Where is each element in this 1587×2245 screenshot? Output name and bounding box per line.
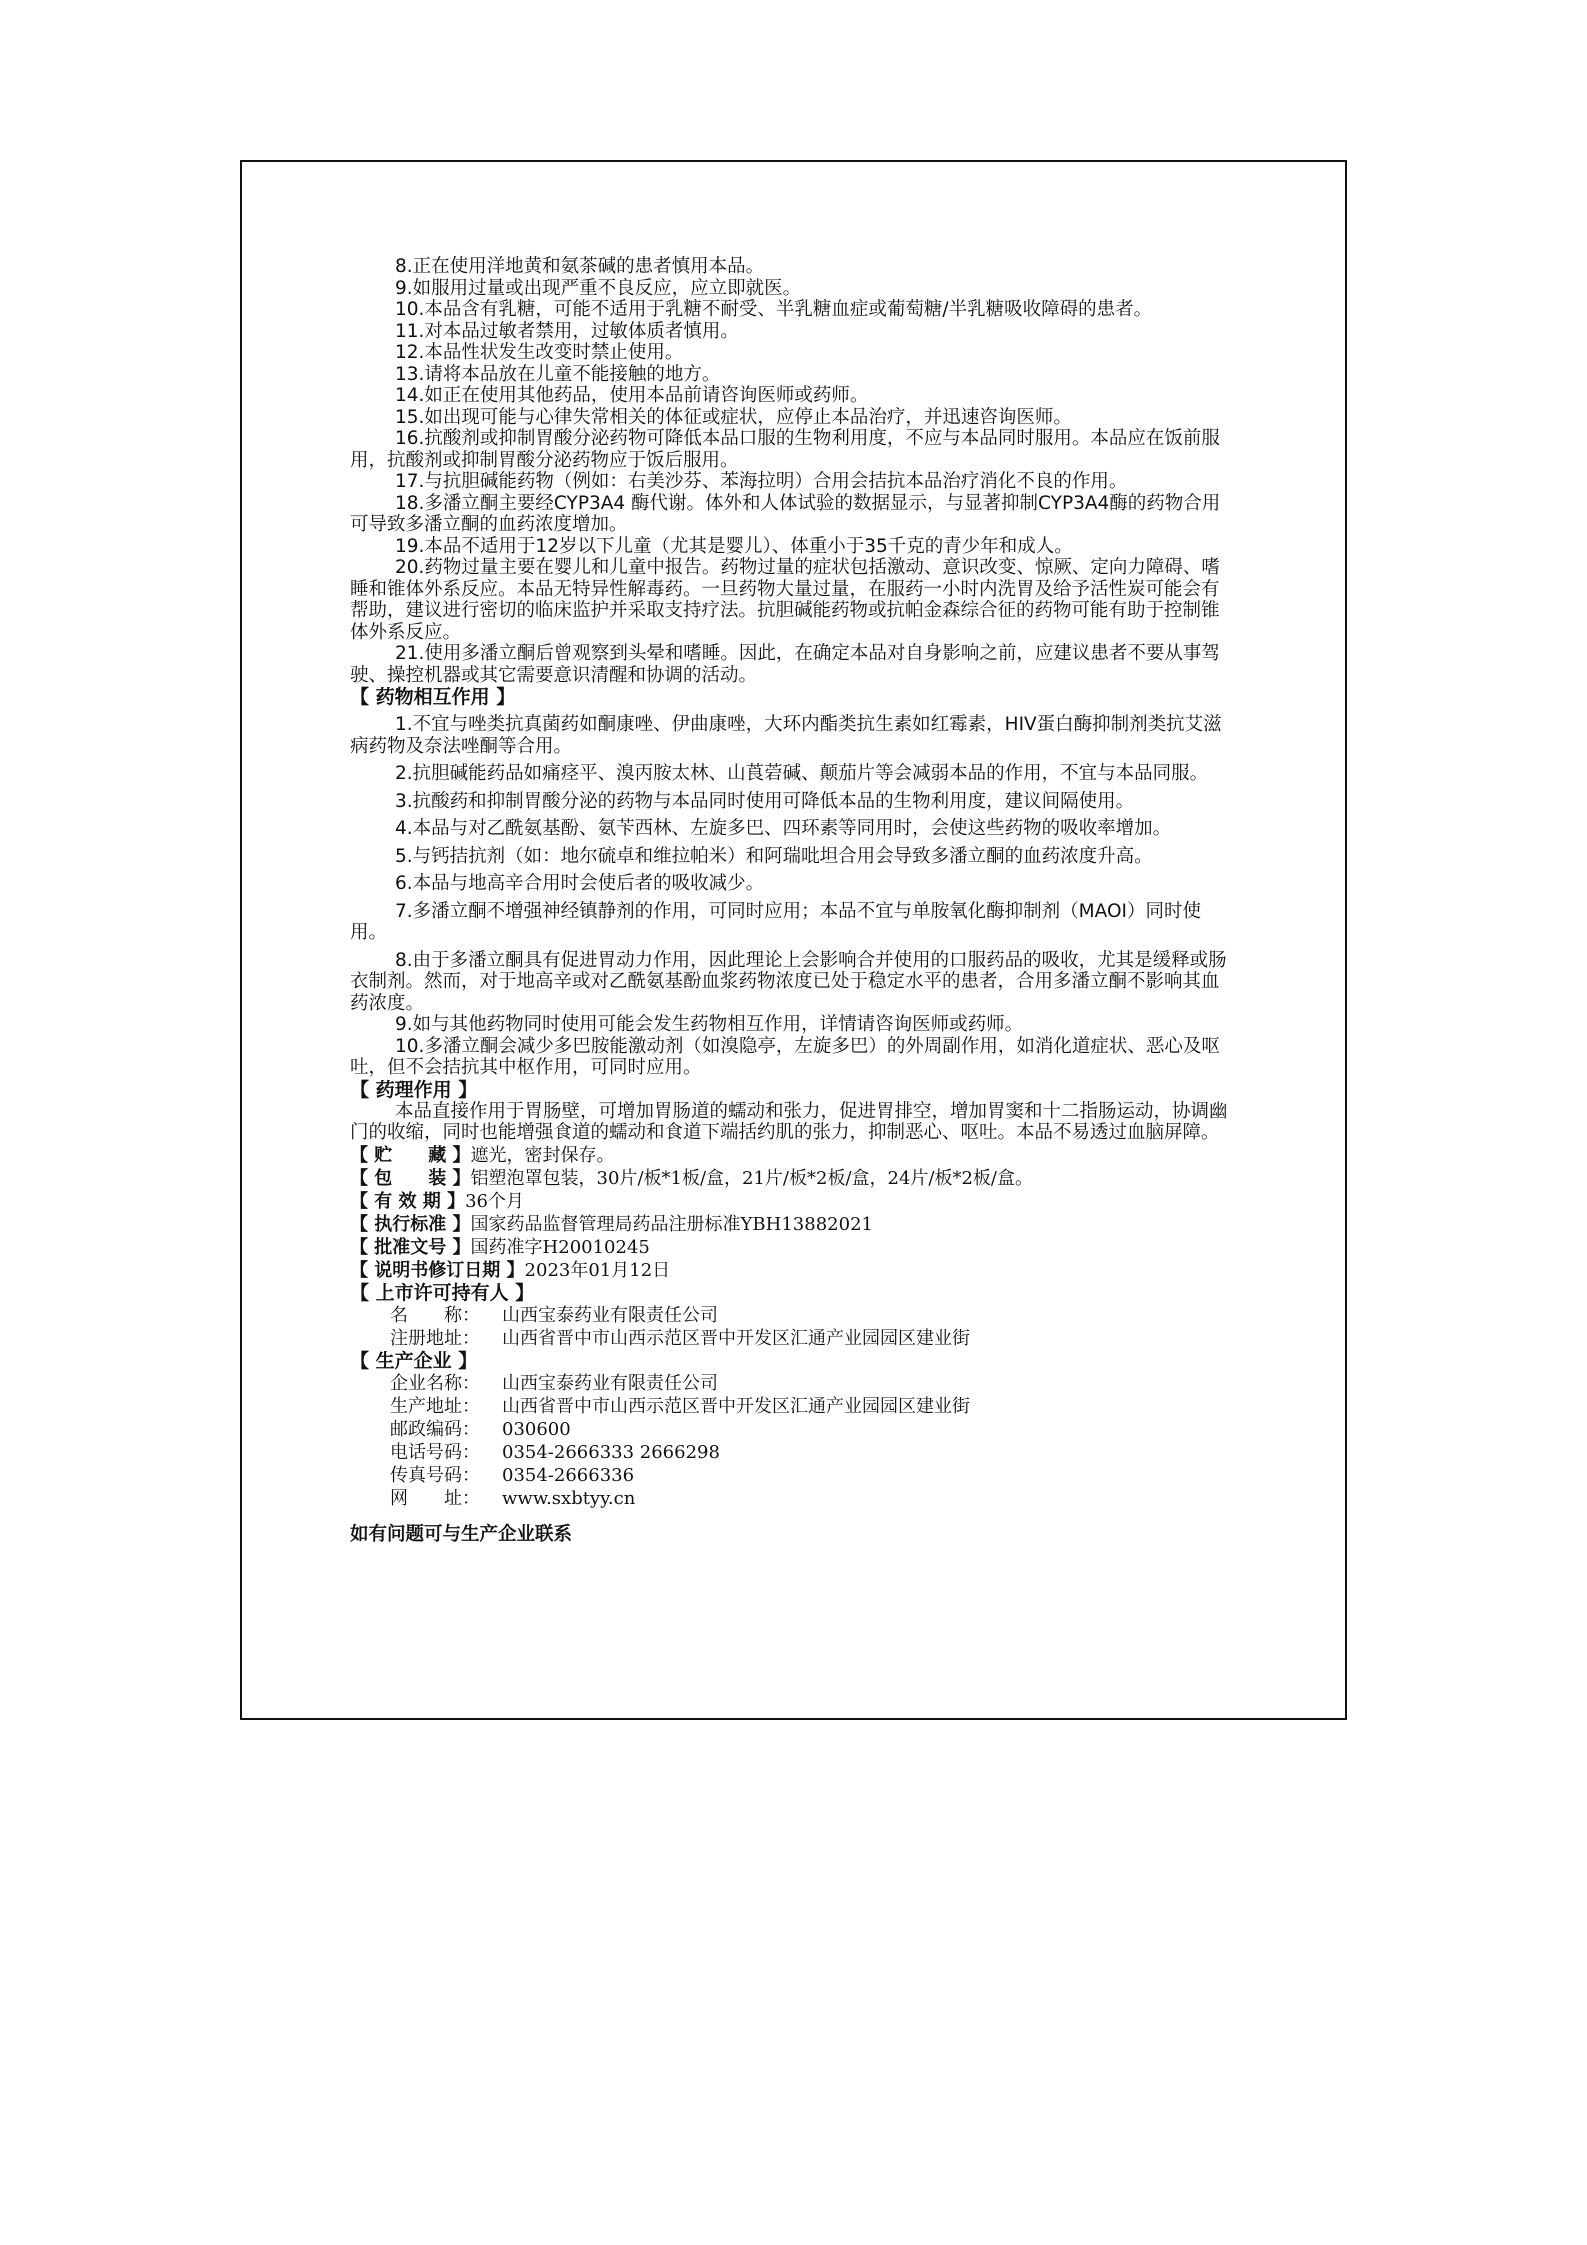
info-label: 名 称：: [390, 1304, 480, 1326]
precaution-item: 15.如出现可能与心律失常相关的体征或症状，应停止本品治疗，并迅速咨询医师。: [395, 406, 1072, 428]
info-value: 山西宝泰药业有限责任公司: [502, 1372, 718, 1394]
info-label: 【 执行标准 】: [350, 1213, 471, 1235]
interactions-section: [350, 686, 1230, 1079]
info-label: 【 有 效 期 】: [350, 1190, 466, 1212]
precaution-item: 16.抗酸剂或抑制胃酸分泌药物可降低本品口服的生物利用度，不应与本品同时服用。本品应在饭前服用，抗酸剂或抑制胃酸分泌药物应于饭后服用。: [350, 428, 1220, 471]
expiry-row: [350, 1190, 1230, 1213]
precaution-item: 10.本品含有乳糖，可能不适用于乳糖不耐受、半乳糖血症或葡萄糖/半乳糖吸收障碍的患者。: [395, 299, 1153, 320]
contact-note: 如有问题可与生产企业联系: [350, 1523, 573, 1545]
interaction-item: 1.不宜与唑类抗真菌药如酮康唑、伊曲康唑，大环内酯类抗生素如红霉素，HIV蛋白酶抑制剂类抗艾滋病药物及奈法唑酮等合用。: [350, 714, 1222, 757]
info-label: 【 批准文号 】: [350, 1236, 471, 1258]
revision-date-row: [350, 1259, 1230, 1282]
info-value: 铝塑泡罩包装，30片/板*1板/盒，21片/板*2板/盒，24片/板*2板/盒。: [470, 1167, 1034, 1189]
section-heading: 【 生产企业 】: [350, 1349, 478, 1372]
precaution-item: 13.请将本品放在儿童不能接触的地方。: [395, 363, 721, 385]
pharmacology-section: [350, 1079, 1230, 1144]
fax-row: [350, 1464, 1230, 1487]
interaction-item: 10.多潘立酮会减少多巴胺能激动剂（如溴隐亭，左旋多巴）的外周副作用，如消化道症状、恶心及呕吐，但不会拮抗其中枢作用，可同时应用。: [350, 1035, 1220, 1078]
precaution-item: 17.与抗胆碱能药物（例如：右美沙芬、苯海拉明）合用会拮抗本品治疗消化不良的作用。: [395, 471, 1128, 492]
production-address-row: [350, 1395, 1230, 1418]
interaction-item: 8.由于多潘立酮具有促进胃动力作用，因此理论上会影响合并使用的口服药品的吸收，尤其是缓释或肠衣制剂。然而，对于地高辛或对乙酰氨基酚血浆药物浓度已处于稳定水平的患者，合用多潘立酮不影响其血药浓度。: [350, 949, 1227, 1014]
precaution-item: 8.正在使用洋地黄和氨茶碱的患者慎用本品。: [395, 256, 765, 277]
info-value: 2023年01月12日: [524, 1259, 671, 1281]
info-label: 邮政编码：: [390, 1418, 480, 1440]
info-value: 030600: [502, 1418, 571, 1440]
pharmacology-text: 本品直接作用于胃肠壁，可增加胃肠道的蠕动和张力，促进胃排空，增加胃窦和十二指肠运动，协调幽门的收缩，同时也能增强食道的蠕动和食道下端括约肌的张力，抑制恶心、呕吐。本品不易透过血脑屏障。: [350, 1100, 1228, 1143]
info-label: 生产地址：: [390, 1395, 480, 1417]
info-label: 企业名称：: [390, 1372, 480, 1394]
website-link[interactable]: www.sxbtyy.cn: [502, 1487, 636, 1509]
mah-name-row: [350, 1304, 1230, 1327]
info-value: 0354-2666336: [502, 1464, 635, 1486]
info-label: 传真号码：: [390, 1464, 480, 1486]
precaution-item: 12.本品性状发生改变时禁止使用。: [395, 342, 684, 363]
product-info: [350, 1144, 1230, 1282]
website-row: [350, 1487, 1230, 1510]
interaction-item: 9.如与其他药物同时使用可能会发生药物相互作用，详情请咨询医师或药师。: [395, 1014, 1024, 1035]
interaction-item: 6.本品与地高辛合用时会使后者的吸收减少。: [395, 873, 765, 894]
company-name-row: [350, 1372, 1230, 1395]
section-heading: 【 上市许可持有人 】: [350, 1281, 535, 1304]
info-label: 电话号码：: [390, 1441, 480, 1463]
info-value: 山西省晋中市山西示范区晋中开发区汇通产业园园区建业街: [502, 1395, 970, 1417]
precaution-item: 18.多潘立酮主要经CYP3A4 酶代谢。体外和人体试验的数据显示，与显著抑制CYP3A4酶的药物合用可导致多潘立酮的血药浓度增加。: [350, 492, 1221, 535]
precaution-item: 19.本品不适用于12岁以下儿童（尤其是婴儿）、体重小于35千克的青少年和成人。: [395, 535, 1073, 557]
section-heading: 【 药理作用 】: [350, 1078, 478, 1101]
info-label: 【 说明书修订日期 】: [350, 1259, 525, 1281]
interaction-item: 4.本品与对乙酰氨基酚、氨苄西林、左旋多巴、四环素等同用时，会使这些药物的吸收率增加。: [395, 818, 1172, 839]
section-heading: 【 药物相互作用 】: [350, 686, 516, 708]
postal-code-row: [350, 1418, 1230, 1441]
standard-row: [350, 1213, 1230, 1236]
interaction-item: 7.多潘立酮不增强神经镇静剂的作用，可同时应用；本品不宜与单胺氧化酶抑制剂（MAOI）同时使用。: [350, 900, 1201, 943]
interaction-item: 3.抗酸药和抑制胃酸分泌的药物与本品同时使用可降低本品的生物利用度，建议间隔使用。: [395, 790, 1135, 812]
info-value: 国药准字H20010245: [470, 1236, 650, 1258]
approval-number-row: [350, 1236, 1230, 1259]
precaution-item: 11.对本品过敏者禁用，过敏体质者慎用。: [395, 320, 739, 342]
info-value: 国家药品监督管理局药品注册标准YBH13882021: [470, 1213, 873, 1235]
info-value: 36个月: [465, 1190, 524, 1212]
manufacturer-section: [350, 1350, 1230, 1510]
info-value: 山西省晋中市山西示范区晋中开发区汇通产业园园区建业街: [502, 1327, 970, 1349]
precaution-item: 14.如正在使用其他药品，使用本品前请咨询医师或药师。: [395, 385, 869, 406]
info-label: 【 包 装 】: [350, 1167, 471, 1189]
precaution-item: 20.药物过量主要在婴儿和儿童中报告。药物过量的症状包括激动、意识改变、惊厥、定向力障碍、嗜睡和锥体外系反应。本品无特异性解毒药。一旦药物大量过量，在服药一小时内洗胃及给予活性炭可能会有帮助，建议进行密切的临床监护并采取支持疗法。抗胆碱能药物或抗帕金森综合征的药物可能有助于控制锥体外系反应。: [350, 557, 1220, 643]
mah-section: [350, 1282, 1230, 1350]
mah-address-row: [350, 1327, 1230, 1350]
info-label: 【 贮 藏 】: [350, 1144, 471, 1166]
phone-row: [350, 1441, 1230, 1464]
precautions-section: [350, 256, 1230, 686]
info-label: 注册地址：: [390, 1327, 480, 1349]
info-value: 0354-2666333 2666298: [502, 1441, 720, 1463]
precaution-item: 21.使用多潘立酮后曾观察到头晕和嗜睡。因此，在确定本品对自身影响之前，应建议患者不要从事驾驶、操控机器或其它需要意识清醒和协调的活动。: [350, 643, 1220, 686]
leaflet-content: [350, 256, 1230, 1564]
interaction-item: 2.抗胆碱能药品如痛痉平、溴丙胺太林、山莨菪碱、颠茄片等会减弱本品的作用，不宜与本品同服。: [395, 763, 1209, 784]
package-row: [350, 1167, 1230, 1190]
precaution-item: 9.如服用过量或出现严重不良反应，应立即就医。: [395, 277, 802, 299]
info-value: 山西宝泰药业有限责任公司: [502, 1304, 718, 1326]
info-value: 遮光，密封保存。: [470, 1144, 615, 1166]
info-label: 网 址：: [390, 1487, 480, 1509]
storage-row: [350, 1144, 1230, 1167]
interaction-item: 5.与钙拮抗剂（如：地尔硫卓和维拉帕米）和阿瑞吡坦合用会导致多潘立酮的血药浓度升高。: [395, 845, 1153, 867]
